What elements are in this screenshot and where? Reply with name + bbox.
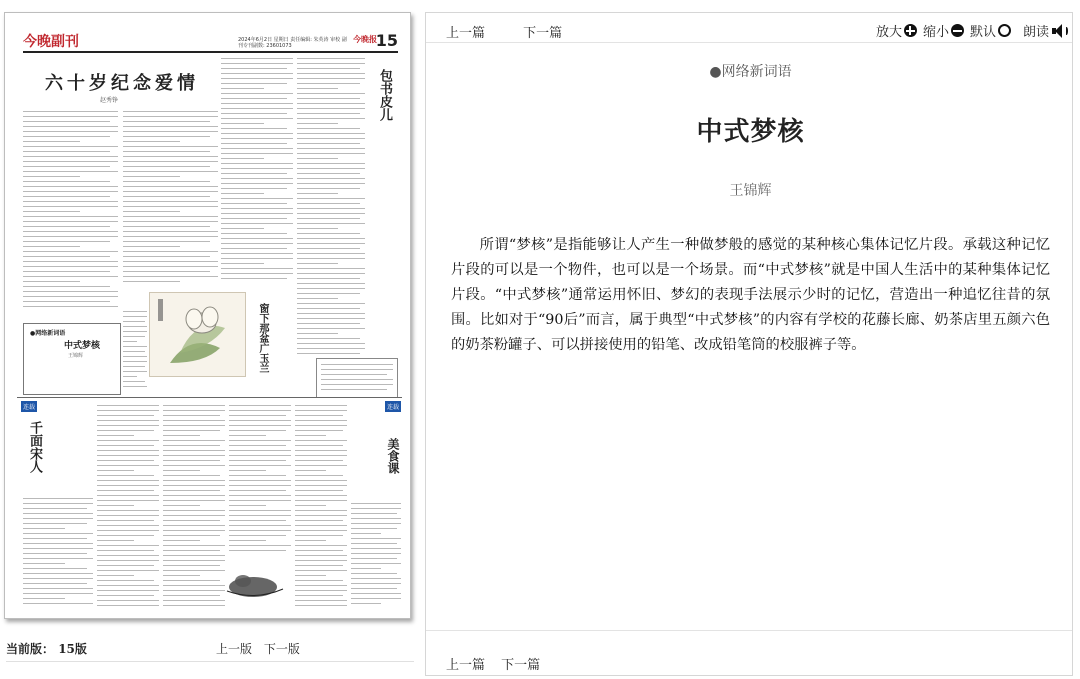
text-block — [123, 111, 218, 286]
text-block — [23, 111, 118, 311]
read-aloud-button[interactable] — [1023, 21, 1066, 40]
newspaper-page-image[interactable] — [4, 12, 411, 619]
paper-vertical-title: 包书皮儿 — [377, 69, 392, 121]
next-article-link[interactable]: 下一篇 — [523, 26, 563, 41]
zoom-out-button[interactable] — [923, 21, 964, 40]
current-page-label: 当前版： — [6, 642, 55, 656]
masthead-brand: 今晚副刊 — [23, 34, 79, 50]
article-column-label: ●网络新词语 — [709, 64, 792, 80]
flower-painting — [149, 292, 246, 377]
zoom-out-label: 缩小 — [922, 25, 949, 40]
paper-vertical-title: 美食课 — [386, 438, 400, 474]
text-block — [97, 405, 159, 610]
divider — [426, 630, 1072, 631]
text-block — [229, 405, 291, 555]
paper-headline-byline: 赵秀铮 — [100, 97, 119, 104]
article-content — [451, 61, 1050, 358]
circle-icon — [998, 24, 1011, 37]
plus-circle-icon — [904, 24, 917, 37]
paper-ad-box — [316, 358, 398, 398]
paper-poem-title: 窗下那盆广玉兰 — [257, 303, 268, 373]
paper-sidebar-box — [23, 323, 121, 395]
masthead-logo: 今晚报 — [353, 34, 377, 44]
masthead-info: 2024年6月2日 星期日 责任编辑: 朱英涛 审校 副刊专刊副数: 23601073 — [238, 37, 347, 49]
current-page-value: 15版 — [58, 642, 87, 656]
prev-article-link-bottom[interactable]: 上一篇 — [446, 658, 486, 673]
speaker-icon — [1052, 24, 1066, 38]
paper-headline: 六十岁纪念爱情 — [45, 73, 199, 94]
paper-sidebar-title: 中式梦核 — [64, 341, 101, 351]
section-tag: 连载 — [21, 401, 37, 412]
minus-circle-icon — [951, 24, 964, 37]
text-block — [351, 503, 401, 608]
text-block — [123, 311, 147, 391]
paper-vertical-title: 千面宋人 — [27, 421, 42, 473]
article-panel — [425, 12, 1073, 676]
paper-sidebar-author: 王锦辉 — [68, 353, 84, 359]
prev-article-link[interactable]: 上一篇 — [446, 26, 486, 41]
reset-zoom-label: 默认 — [969, 25, 996, 40]
article-toolbar — [426, 13, 1072, 43]
text-block — [295, 405, 347, 610]
zoom-in-label: 放大 — [875, 25, 902, 40]
zoom-in-button[interactable] — [876, 21, 917, 40]
article-author: 王锦辉 — [729, 183, 772, 199]
text-block — [221, 58, 293, 288]
article-body: 所谓“梦核”是指能够让人产生一种做梦般的感觉的某种核心集体记忆片段。承载这种记忆片段的可以是一个物件，也可以是一个场景。而“中式梦核”就是中国人生活中的某种集体记忆片段。“中式梦核”通常运用怀旧、梦幻的表现手法展示少时的记忆，营造出一种追忆往昔的氛围。比如对于“90后”而言，属于典型“中式梦核”的内容有学校的花藤长廊、奶茶店里五颜六色的奶茶粉罐子、可以拼接使用的铅笔、改成铅笔筒的校服裤子等。 — [451, 237, 1050, 353]
current-page-indicator — [6, 640, 87, 657]
reset-zoom-button[interactable] — [970, 21, 1011, 40]
next-page-link[interactable]: 下一版 — [263, 642, 300, 656]
reading-tools — [870, 21, 1066, 40]
text-block — [23, 498, 93, 608]
ink-drawing — [225, 561, 285, 603]
section-tag: 连载 — [385, 401, 401, 412]
prev-page-link[interactable]: 上一版 — [216, 642, 253, 656]
page-navigation-bar — [6, 640, 414, 662]
read-aloud-label: 朗读 — [1022, 25, 1049, 40]
text-block — [163, 405, 225, 610]
paper-sidebar-label: ●网络新词语 — [30, 330, 66, 337]
next-article-link-bottom[interactable]: 下一篇 — [501, 658, 541, 673]
page-number: 15 — [375, 31, 398, 50]
masthead — [23, 31, 398, 53]
newspaper-panel — [0, 0, 420, 679]
divider — [17, 397, 402, 398]
text-block — [297, 58, 365, 358]
article-bottom-nav — [446, 654, 552, 673]
article-top-nav — [446, 22, 596, 41]
article-title: 中式梦核 — [696, 117, 805, 147]
